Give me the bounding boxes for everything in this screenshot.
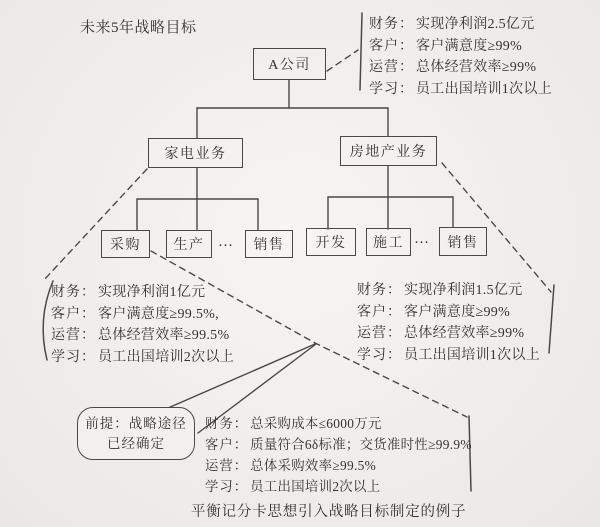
scorecard-procurement: [205, 413, 472, 497]
scorecard-row-value: 质量符合6δ标准；交货准时性≥99.9%: [250, 437, 472, 452]
scorecard-row: [205, 434, 472, 455]
scorecard-row-label: 学习：: [51, 349, 96, 365]
scorecard-row-value: 客户满意度≥99.5%,: [98, 306, 219, 322]
scorecard-row-label: 运营：: [369, 60, 414, 76]
scorecard-row: [357, 322, 540, 344]
scorecard-row: [369, 35, 552, 57]
org-box-company: [253, 48, 326, 80]
scorecard-row: [369, 56, 552, 78]
scorecard-row-label: 学习：: [369, 81, 414, 97]
scorecard-appliance: [51, 281, 234, 367]
scorecard-row-label: 财务：: [51, 285, 96, 300]
scorecard-row-value: 员工出国培训1次以上: [404, 347, 540, 363]
scorecard-row: [357, 301, 540, 323]
scorecard-row-value: 员工出国培训1次以上: [416, 81, 552, 97]
scorecard-row-value: 员工出国培训2次以上: [98, 349, 234, 365]
bracket-real-estate: [549, 285, 554, 353]
scorecard-row: [205, 476, 472, 497]
org-box-construction: [366, 228, 411, 256]
bracket-company: [360, 13, 362, 90]
org-box-sales-appliance: [245, 230, 293, 258]
scorecard-row-label: 客户：: [357, 304, 402, 320]
org-box-procurement: [101, 230, 150, 258]
org-box-appliance-label: 家电业务: [164, 147, 227, 162]
org-box-production-label: 生产: [173, 238, 205, 253]
scorecard-row-label: 客户：: [51, 306, 96, 322]
org-box-procurement-label: 采购: [110, 238, 141, 253]
org-box-sales-appliance-label: 销售: [253, 238, 285, 253]
scorecard-row-value: 实现净利润1亿元: [98, 285, 206, 300]
scorecard-row-label: 财务：: [357, 283, 402, 298]
org-box-development: [306, 228, 356, 256]
scorecard-row-label: 运营：: [51, 328, 96, 344]
scorecard-row: [357, 279, 540, 301]
dashed-link-company: [327, 50, 358, 71]
scorecard-row: [205, 413, 472, 434]
scorecard-row-value: 总采购成本≤6000万元: [250, 416, 382, 431]
page-title: 未来5年战略目标: [80, 20, 197, 36]
scorecard-row: [51, 281, 234, 303]
scorecard-row-label: 客户：: [205, 437, 249, 452]
org-ellipsis-right: …: [414, 231, 430, 247]
scorecard-row-value: 总体经营效率≥99%: [416, 60, 537, 76]
org-box-sales-realestate-label: 销售: [447, 235, 479, 251]
scorecard-row: [51, 346, 234, 368]
figure-caption: 平衡记分卡思想引入战略目标制定的例子: [191, 504, 467, 520]
scorecard-row-label: 财务：: [369, 17, 414, 32]
scorecard-row: [357, 344, 540, 366]
scorecard-row-label: 客户：: [369, 38, 414, 54]
scorecard-row-value: 实现净利润1.5亿元: [404, 283, 523, 298]
org-box-development-label: 开发: [315, 236, 347, 251]
scorecard-row-value: 总体采购效率≥99.5%: [250, 458, 377, 473]
scorecard-row-label: 财务：: [205, 416, 249, 431]
scorecard-row-label: 运营：: [205, 458, 249, 473]
scorecard-row-value: 客户满意度≥99%: [404, 304, 511, 320]
scorecard-row-label: 运营：: [357, 326, 402, 342]
scorecard-real-estate: [357, 279, 540, 365]
scorecard-row: [369, 13, 552, 35]
org-box-realestate-division: [340, 136, 437, 166]
scorecard-row-label: 学习：: [205, 479, 249, 494]
note-line-1: 前提：战略途径: [85, 415, 187, 431]
scorecard-row: [205, 455, 472, 476]
scorecard-row: [369, 78, 552, 100]
dashed-link-appliance: [43, 169, 147, 281]
org-ellipsis-left: …: [218, 234, 234, 250]
scorecard-row-value: 员工出国培训2次以上: [250, 479, 381, 494]
note-line-2: 已经确定: [107, 435, 165, 451]
scorecard-row-value: 总体经营效率≥99.5%: [98, 328, 230, 344]
scorecard-row: [51, 303, 234, 325]
scorecard-row-value: 客户满意度≥99%: [416, 38, 523, 54]
scorecard-row-value: 总体经营效率≥99%: [404, 326, 525, 342]
scorecard-row-label: 学习：: [357, 347, 402, 363]
org-box-production: [166, 230, 212, 258]
org-box-appliance-division: [148, 138, 243, 168]
note-bubble: [77, 407, 195, 460]
org-box-sales-realestate: [439, 227, 487, 256]
scorecard-company: [369, 13, 552, 99]
org-box-company-label: A公司: [268, 58, 311, 73]
org-box-construction-label: 施工: [373, 236, 404, 251]
scorecard-row: [51, 324, 234, 346]
org-box-realestate-label: 房地产业务: [349, 145, 428, 160]
scorecard-row-value: 实现净利润2.5亿元: [416, 17, 535, 32]
